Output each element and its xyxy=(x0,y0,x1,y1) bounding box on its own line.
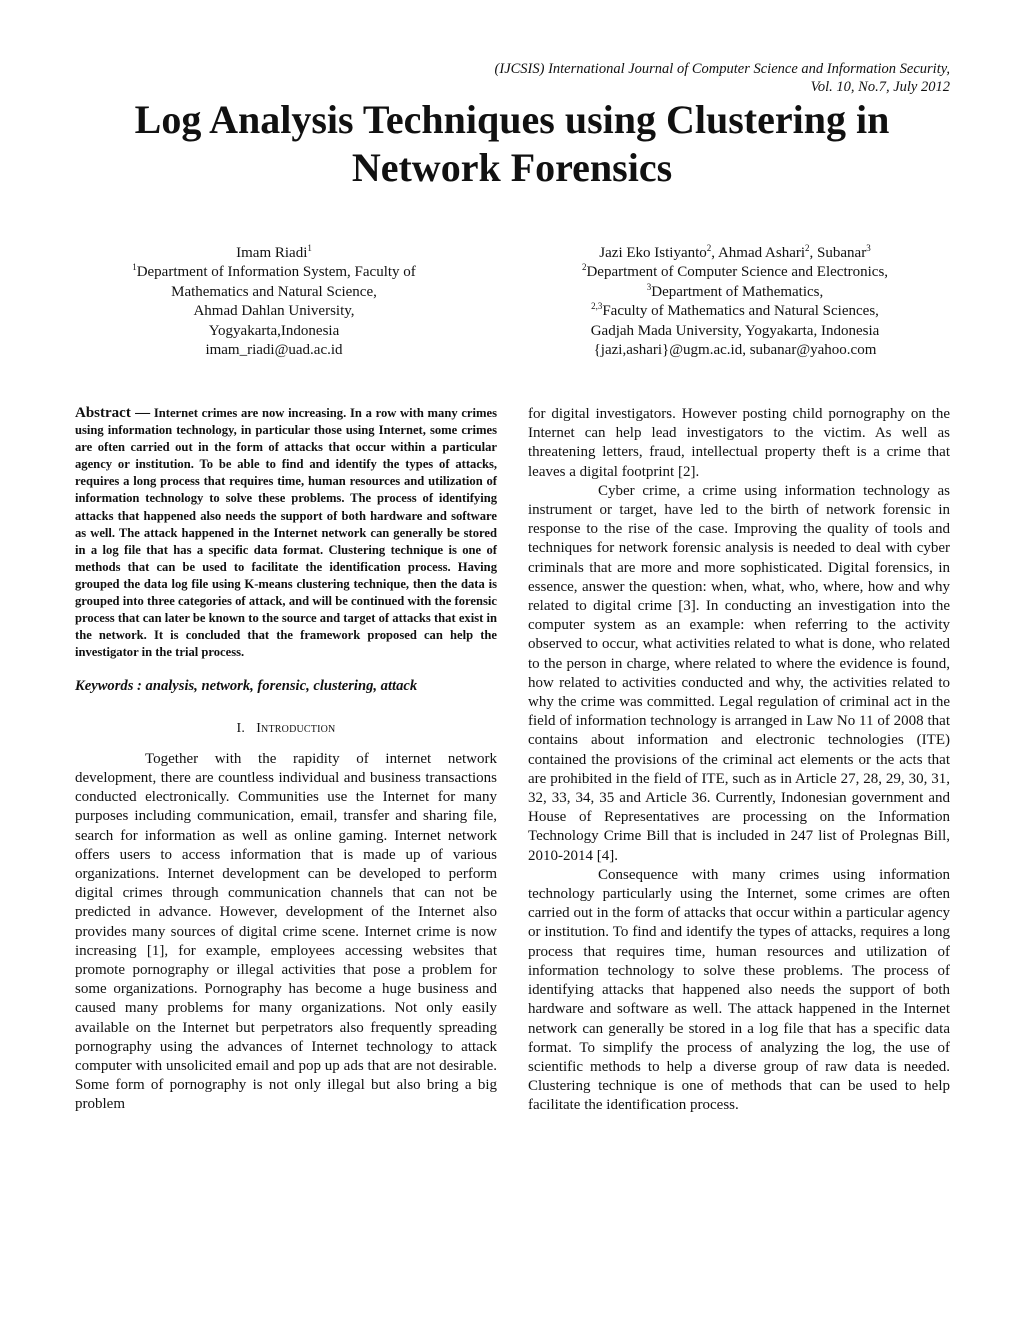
keywords: Keywords : analysis, network, forensic, clustering, attack xyxy=(75,678,418,695)
abstract-label: Abstract — xyxy=(75,405,151,421)
paper-title xyxy=(0,96,1024,192)
author-block-left xyxy=(74,244,474,360)
journal-header xyxy=(495,60,950,96)
section-heading xyxy=(75,719,497,738)
body-paragraph: Cyber crime, a crime using information technology as instrument or target, have led to the birth of network forensic in response to the rise of the case. Improving the quality of tools and techniques for network forensic analysis is needed to deal with cyber criminals that are more and more sophisticated. Digital forensics, in essence, answer the question: when, what, who, where, how and why related to digital crime [3]. In conducting an investigation into the computer system as an example: when referring to the activity observed to occur, what activities related to what is done, who related to the person in charge, where related to where the evidence is found, how related to activities conducted and why, the activities related to why the crime was committed. Legal regulation of criminal act in the field of information technology is arranged in Law No 11 of 2008 that contains about information and electronic technologies (ITE) contained the provisions of the criminal act elements or the acts that are prohibited in the field of ITE, such as in Article 27, 28, 29, 30, 31, 32, 33, 34, 35 and Article 36. Currently, Indonesian government and House of Representatives are processing on the Information Technology Crime Bill that is included in 247 list of Prolegnas Bill, 2010-2014 [4]. xyxy=(528,482,950,864)
author-names: Jazi Eko Istiyanto$^2$, Ahmad Ashari$^2$, Subanar$^3$ xyxy=(599,243,871,261)
author-affiliation: Gadjah Mada University, Yogyakarta, Indonesia xyxy=(590,322,880,339)
author-affiliation: $^3$Department of Mathematics, xyxy=(646,281,824,300)
author-affiliation: Ahmad Dahlan University, xyxy=(193,303,355,320)
abstract xyxy=(75,405,497,661)
journal-name: (IJCSIS) International Journal of Computer Science and Information Security, xyxy=(494,61,950,77)
section-title: Introduction xyxy=(256,720,336,736)
left-column xyxy=(75,405,497,1115)
author-name: Imam Riadi$^1$ xyxy=(236,243,312,261)
body-paragraph: Together with the rapidity of internet network development, there are countless individual and business transactions conducted electronically. Communities use the Internet for many purposes including communication, email, transfer and sharing file, search for information as well as online gaming. Internet network offers users to access information that is made up of various organizations. Internet development can be developed to perform digital crimes through communication channels that can not be predicted in advance. However, development of the Internet also provides many sources of digital crime scene. Internet crime is now increasing [1], for example, employees accessing websites that promote pornography or illegal activities that pose a problem for some organizations. Pornography has become a huge business and caused many problems for many organizations. Not only easily available on the Internet but perpetrators also frequently spreading pornography using the advances of Internet technology to attack computer with unsolicited email and pop up ads that are not desirable. Some form of pornography is not only illegal but also bring a big problem xyxy=(75,750,497,1113)
abstract-text: Internet crimes are now increasing. In a row with many crimes using information technology, in particular those using Internet, some crimes are often carried out in the form of attacks that occur within a particular agency or institution. To be able to find and identify the types of attacks, requires a long process that requires time, human resources and utilization of information technology to solve these problems. The process of identifying attacks that happened also needs the support of both hardware and software as well. The attack happened in the Internet network can generally be stored in a log file that has a specific data format. Clustering technique is one of methods that can be used to facilitate the identification process. Having grouped the data log file using K-means clustering technique, then the data is grouped into three categories of attack, and will be continued with the forensic process that can later be known to the source and target of attacks that exist in the network. It is concluded that the framework proposed can help the investigator in the trial process. xyxy=(75,406,497,660)
body-paragraph: Consequence with many crimes using information technology particularly using the Internet, some crimes are often carried out in the form of attacks that occur within a particular agency or institution. To find and identify the types of attacks, requires a long process that requires time, human resources and utilization of information technology to solve these problems. The process of identifying attacks that happened also needs the support of both hardware and software as well. The attack happened in the Internet network can generally be stored in a log file that has a specific data format. To simplify the process of analyzing the log, the use of scientific methods to help a diverse group of raw data is needed. Clustering technique is one of methods that can be used to help facilitate the identification process. xyxy=(528,866,950,1114)
author-affiliation: $^{2,3}$Faculty of Mathematics and Natural Sciences, xyxy=(591,301,879,320)
author-email: {jazi,ashari}@ugm.ac.id, subanar@yahoo.com xyxy=(593,342,877,359)
author-affiliation: $^1$Department of Information System, Faculty of xyxy=(132,262,416,281)
author-affiliation: Yogyakarta,Indonesia xyxy=(208,322,340,339)
author-email: imam_riadi@uad.ac.id xyxy=(205,342,343,359)
author-block-right xyxy=(520,244,950,360)
right-column xyxy=(528,405,950,1116)
author-affiliation: Mathematics and Natural Science, xyxy=(171,283,377,300)
section-number: I. xyxy=(236,720,246,736)
journal-volume: Vol. 10, No.7, July 2012 xyxy=(810,79,950,95)
body-paragraph: for digital investigators. However posting child pornography on the Internet can help lead investigators to the victim. As well as threatening letters, fraud, intellectual property theft is a crime that leaves a digital footprint [2]. xyxy=(528,406,950,480)
author-affiliation: $^2$Department of Computer Science and Electronics, xyxy=(581,262,889,281)
title-line-2: Network Forensics xyxy=(351,145,673,190)
title-line-1: Log Analysis Techniques using Clustering in xyxy=(134,97,890,142)
